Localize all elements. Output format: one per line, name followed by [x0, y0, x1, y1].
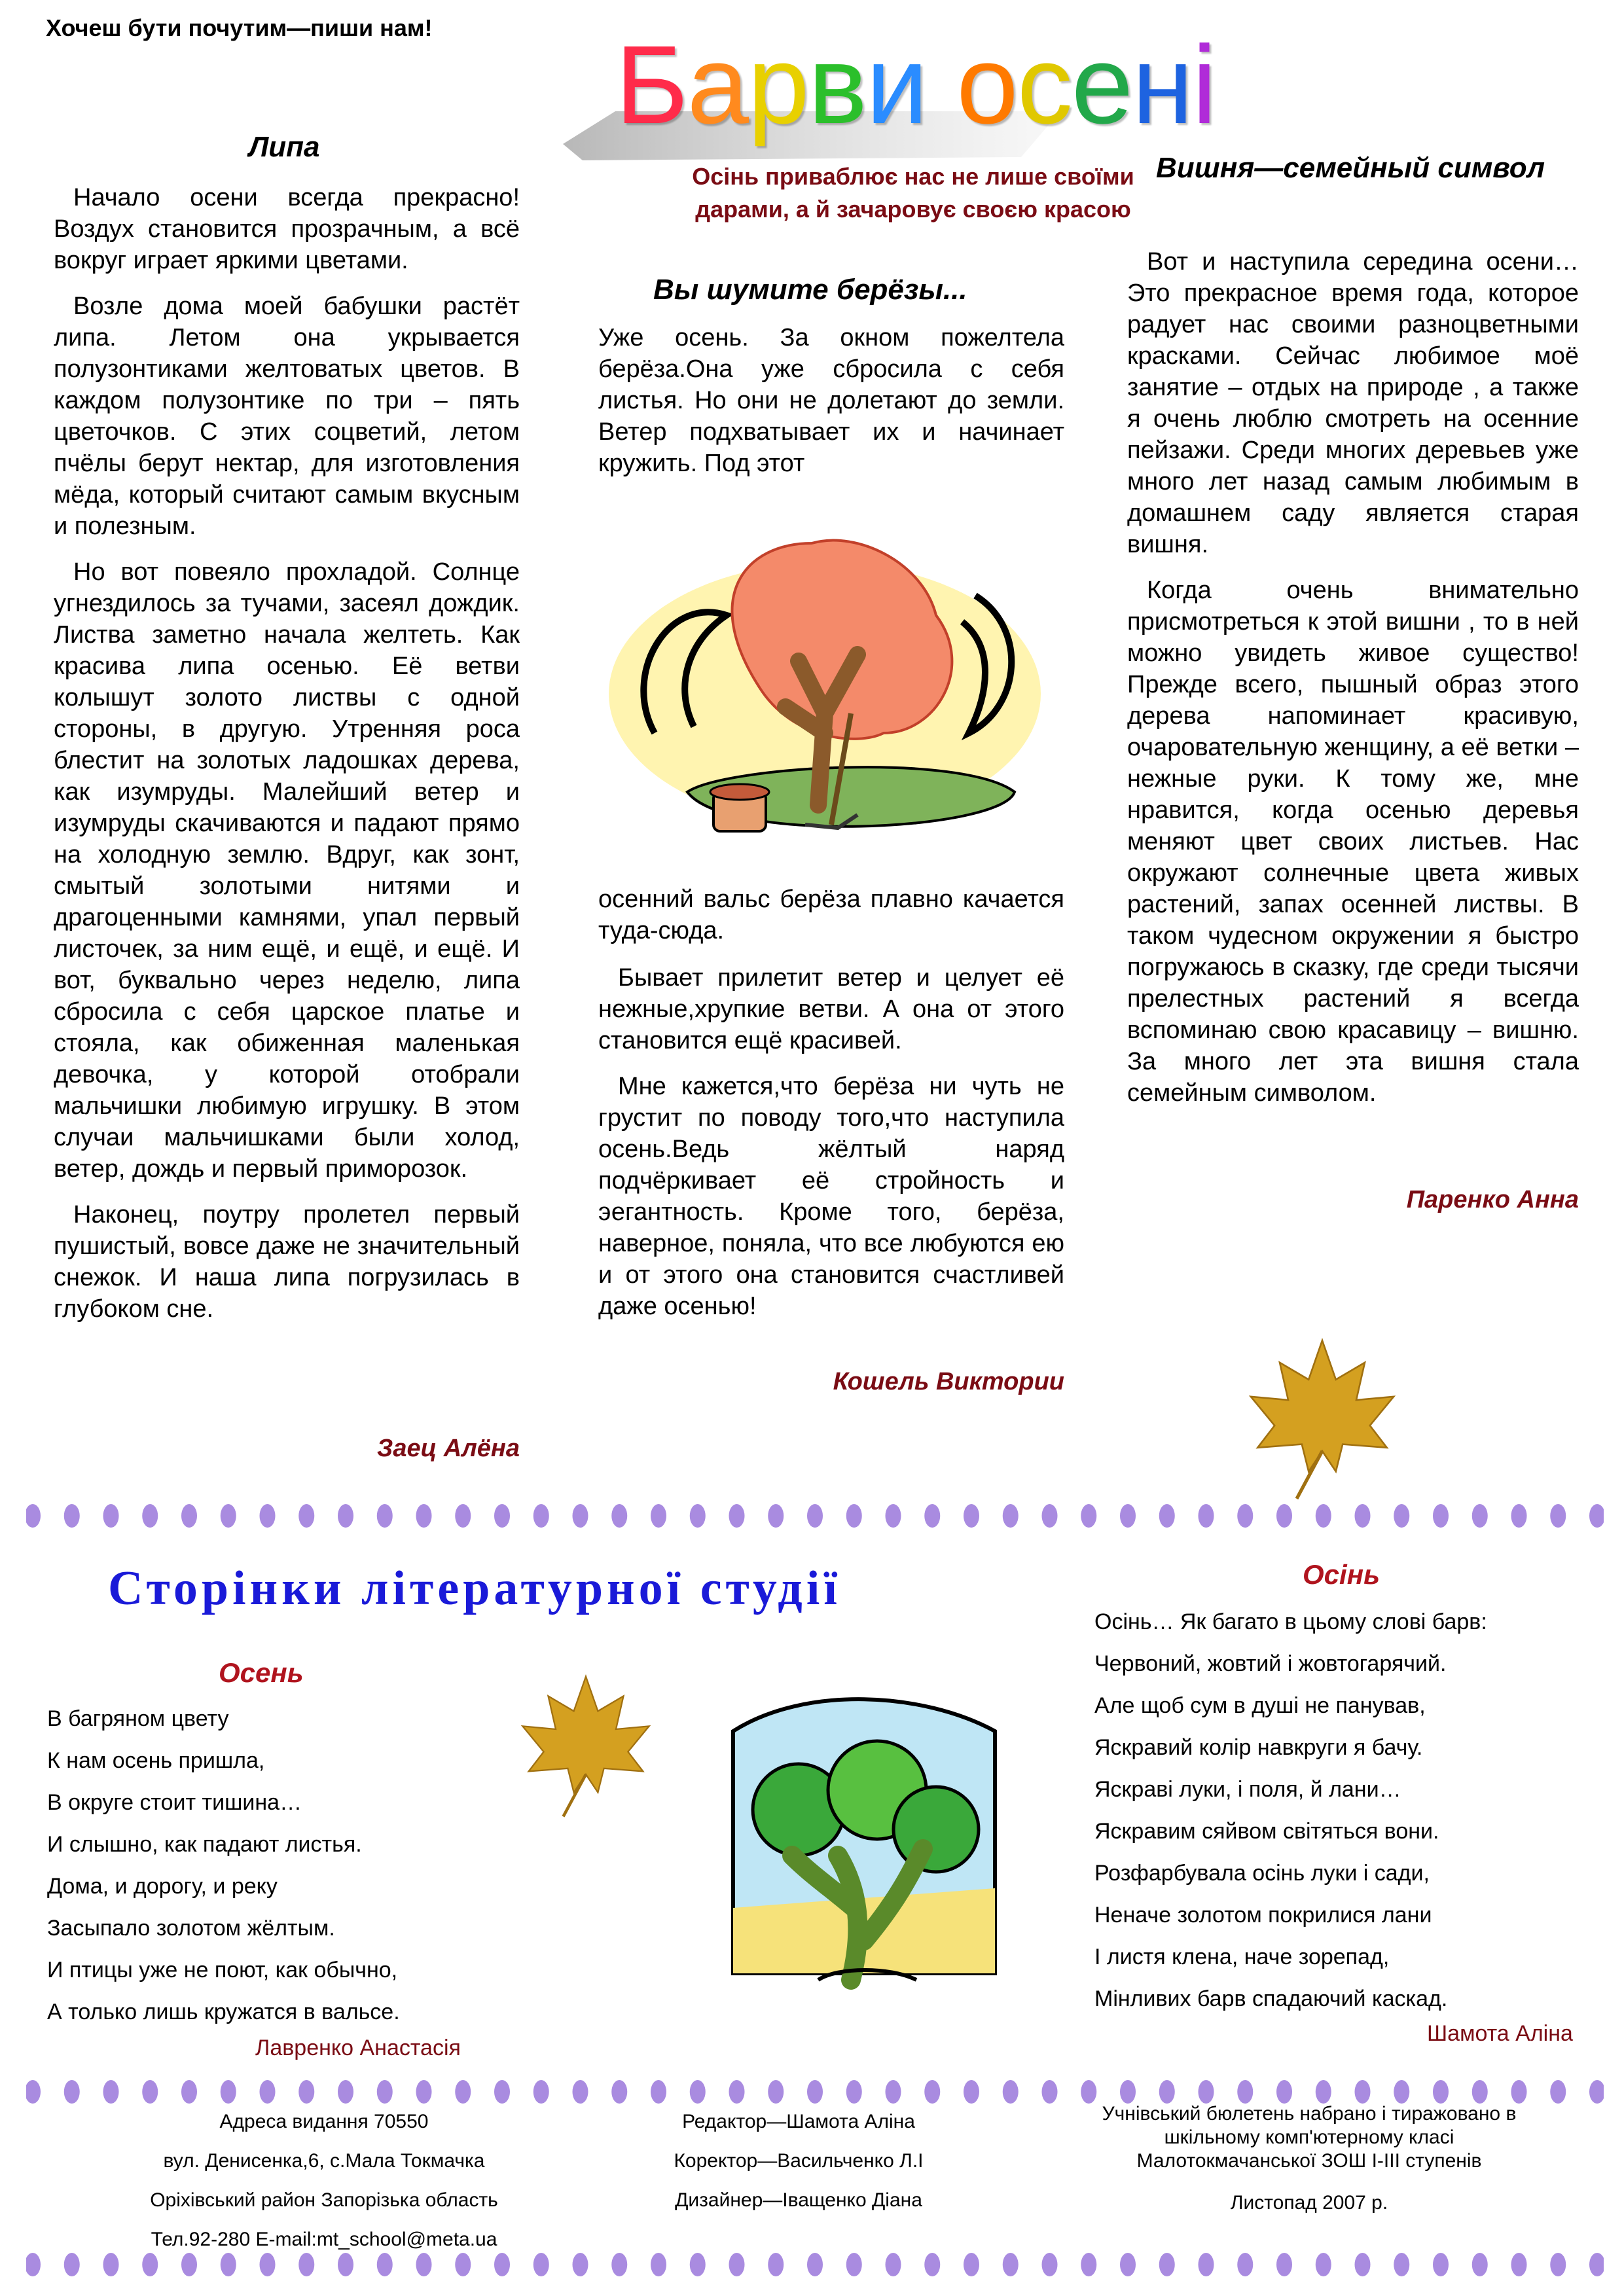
- separator-dot: [1081, 2253, 1096, 2276]
- separator-dot: [221, 2253, 236, 2276]
- separator-dot: [651, 2080, 666, 2104]
- berezy-author: Кошель Виктории: [833, 1368, 1064, 1395]
- separator-dot: [64, 2080, 80, 2104]
- separator-dot: [1276, 2080, 1292, 2104]
- footer-staff-line: Редактор—Шамота Аліна: [682, 2111, 915, 2132]
- separator-dot: [1081, 2080, 1096, 2104]
- separator-dot: [611, 1504, 627, 1528]
- separator-dot: [1394, 2253, 1409, 2276]
- separator-dot: [1589, 1504, 1604, 1528]
- separator-dot: [298, 1504, 314, 1528]
- berezy-paragraph: Мне кажется,что берёза ни чуть не грустит по поводу того,что наступила осень.Ведь жёлтый наряд подчёркивает её стройность и эегантность. Кроме того, берёза, наверное, поняла, что все любуются ею и от этого она становится счастливей даже осенью!: [598, 1073, 1064, 1320]
- slogan: Хочеш бути почутим—пиши нам!: [46, 14, 433, 41]
- separator-dot: [142, 2253, 158, 2276]
- separator-dot: [1355, 1504, 1371, 1528]
- footer-address-line: Оріхівський район Запорізька область: [150, 2189, 498, 2211]
- separator-dot: [768, 2253, 784, 2276]
- separator-dot: [64, 1504, 80, 1528]
- separator-dot: [221, 1504, 236, 1528]
- separator-dot: [1550, 2253, 1566, 2276]
- separator-dot: [1237, 2253, 1253, 2276]
- masthead-letter: и: [865, 23, 927, 147]
- poem-line: Але щоб сум в душі не панував,: [1094, 1693, 1426, 1718]
- vishnya-author: Паренко Анна: [1406, 1186, 1579, 1213]
- separator-dot: [573, 2253, 588, 2276]
- masthead-letter: а: [687, 23, 748, 147]
- separator-dot: [768, 2080, 784, 2104]
- separator-dot: [886, 2253, 901, 2276]
- separator-dot: [494, 1504, 510, 1528]
- separator-dot: [64, 2253, 80, 2276]
- separator-dot: [573, 1504, 588, 1528]
- separator-dot: [1276, 1504, 1292, 1528]
- poem-line: В округе стоит тишина…: [47, 1790, 302, 1815]
- separator-dot: [26, 2253, 41, 2276]
- separator-dot: [338, 1504, 353, 1528]
- poem-ua-title: Осінь: [1303, 1559, 1380, 1590]
- separator-dot: [1237, 2080, 1253, 2104]
- separator-dot: [1472, 1504, 1488, 1528]
- poem-line: И птицы уже не поют, как обычно,: [47, 1958, 398, 1982]
- footer-printing-line: Учнівський бюлетень набрано і тиражовано в: [1102, 2103, 1517, 2125]
- poem-line: В багряном цвету: [47, 1706, 229, 1731]
- separator-dot: [807, 2080, 823, 2104]
- separator-dot: [1433, 2253, 1449, 2276]
- separator-dot: [846, 2080, 862, 2104]
- separator-dot: [964, 2253, 979, 2276]
- separator-dot: [1159, 2253, 1175, 2276]
- berezy-paragraph: Бывает прилетит ветер и целует её нежные,хрупкие ветви. А она от этого становится ещё красивей.: [598, 964, 1064, 1054]
- separator-dot: [1394, 2080, 1409, 2104]
- lipa-body: [54, 182, 520, 1339]
- poem-line: И слышно, как падают листья.: [47, 1832, 362, 1857]
- separator-dot: [533, 1504, 549, 1528]
- separator-dot: [1511, 2253, 1527, 2276]
- masthead-letter: [927, 23, 956, 147]
- separator-dot: [1316, 2253, 1331, 2276]
- separator-dot: [1159, 2080, 1175, 2104]
- lipa-title: Липа: [249, 131, 320, 163]
- masthead-letter: Б: [615, 23, 687, 147]
- separator-dot: [260, 1504, 276, 1528]
- separator-dot: [377, 1504, 393, 1528]
- lipa-paragraph: Но вот повеяло прохладой. Солнце угнездилось за тучами, засеял дождик. Листва заметно начала желтеть. Как красива липа осенью. Её ветви колышут золото листвы с одной стороны, в другую. Утренняя роса блестит на золотых ладошках дерева, как изумруды. Малейший ветер и изумруды скачиваются и падают прямо на холодную землю. Вдруг, как зонт, смытый золотыми нитями и драгоценными камнями, упал первый листочек, за ним ещё, и ещё, и ещё. И вот, буквально через неделю, липа сбросила с себя царское платье и стояла, как обиженная маленькая девочка, у которой отобрали мальчишки любимую игрушку. В этом случаи мальчишками были холод, ветер, дождь и первый приморозок.: [54, 558, 520, 1183]
- footer-printing: [1041, 2102, 1578, 2215]
- separator-dot: [260, 2253, 276, 2276]
- poem-line: Осінь… Як багато в цьому слові барв:: [1094, 1609, 1487, 1634]
- separator-dot: [846, 1504, 862, 1528]
- separator-dot: [1003, 1504, 1019, 1528]
- separator-dot: [338, 2253, 353, 2276]
- poem-line: К нам осень пришла,: [47, 1748, 265, 1773]
- studio-title: Сторінки літературної студії: [108, 1562, 841, 1615]
- separator-dot: [1433, 1504, 1449, 1528]
- separator-dot: [181, 2253, 197, 2276]
- separator-dot: [181, 2080, 197, 2104]
- separator-dot: [690, 1504, 706, 1528]
- separator-dot: [338, 2080, 353, 2104]
- separator-dot: [1003, 2253, 1019, 2276]
- separator-dot: [1355, 2080, 1371, 2104]
- lipa-paragraph: Возле дома моей бабушки растёт липа. Летом она укрывается полузонтиками желтоватых цветов. В каждом полузонтике по три – пять цветочков. С этих соцветий, летом пчёлы берут нектар, для изготовления мёда, который считают самым вкусным и полезным.: [54, 293, 520, 540]
- separator-dot: [221, 2080, 236, 2104]
- separator-dot: [533, 2080, 549, 2104]
- separator-dot: [1316, 2080, 1331, 2104]
- separator-dot: [142, 1504, 158, 1528]
- separator-dot: [1199, 2253, 1214, 2276]
- separator-dot: [768, 1504, 784, 1528]
- berezy-intro: Уже осень. За окном пожелтела берёза.Она уже сбросила с себя листья. Но они не долетают до земли. Ветер подхватывает их и начинает кружить. Под этот: [598, 324, 1064, 477]
- dotted-separator-top: [26, 1503, 1604, 1529]
- separator-dot: [690, 2253, 706, 2276]
- separator-dot: [494, 2253, 510, 2276]
- separator-dot: [377, 2253, 393, 2276]
- separator-dot: [260, 2080, 276, 2104]
- separator-dot: [729, 1504, 745, 1528]
- separator-dot: [1003, 2080, 1019, 2104]
- separator-dot: [611, 2080, 627, 2104]
- poem-ua-author: Шамота Аліна: [1427, 2021, 1573, 2046]
- separator-dot: [924, 2080, 940, 2104]
- lipa-paragraph: Наконец, поутру пролетел первый пушистый, вовсе даже не значительный снежок. И наша липа погрузилась в глубоком сне.: [54, 1201, 520, 1323]
- separator-dot: [1042, 2253, 1058, 2276]
- separator-dot: [573, 2080, 588, 2104]
- separator-dot: [1042, 2080, 1058, 2104]
- separator-dot: [651, 2253, 666, 2276]
- footer-address-line: вул. Денисенка,6, с.Мала Токмачка: [163, 2150, 485, 2172]
- separator-dot: [298, 2253, 314, 2276]
- poem-line: І листя клена, наче зорепад,: [1094, 1945, 1390, 1969]
- footer-printing-line: Малотокмачанської ЗОШ І-ІІІ ступенів: [1136, 2150, 1482, 2172]
- separator-dot: [1472, 2253, 1488, 2276]
- separator-dot: [416, 1504, 432, 1528]
- footer-staff-line: Дизайнер—Іващенко Діана: [675, 2189, 922, 2211]
- separator-dot: [1511, 2080, 1527, 2104]
- vishnya-body: [1127, 246, 1579, 1123]
- separator-dot: [455, 1504, 471, 1528]
- masthead-letter: в: [808, 23, 866, 147]
- footer-date: Листопад 2007 р.: [1230, 2192, 1388, 2214]
- separator-dot: [416, 2253, 432, 2276]
- separator-dot: [611, 2253, 627, 2276]
- green-trees-icon: [707, 1692, 1021, 2022]
- poem-ru-title: Осень: [219, 1657, 304, 1688]
- masthead-letter: е: [1071, 23, 1132, 147]
- footer-address: [98, 2102, 550, 2259]
- lipa-paragraph: Начало осени всегда прекрасно! Воздух становится прозрачным, а всё вокруг играет яркими цветами.: [54, 184, 520, 274]
- separator-dot: [924, 2253, 940, 2276]
- poem-line: Яскраві луки, і поля, й лани…: [1094, 1777, 1401, 1802]
- separator-dot: [886, 2080, 901, 2104]
- separator-dot: [455, 2080, 471, 2104]
- separator-dot: [1316, 1504, 1331, 1528]
- separator-dot: [103, 1504, 119, 1528]
- separator-dot: [1276, 2253, 1292, 2276]
- separator-dot: [377, 2080, 393, 2104]
- separator-dot: [103, 2253, 119, 2276]
- masthead-title: [615, 20, 1216, 151]
- separator-dot: [298, 2080, 314, 2104]
- poem-line: Неначе золотом покрилися лани: [1094, 1903, 1432, 1928]
- poem-line: Розфарбувала осінь луки і сади,: [1094, 1861, 1430, 1886]
- separator-dot: [455, 2253, 471, 2276]
- dotted-separator-middle: [26, 2079, 1604, 2105]
- separator-dot: [924, 1504, 940, 1528]
- separator-dot: [729, 2080, 745, 2104]
- separator-dot: [1042, 1504, 1058, 1528]
- separator-dot: [1199, 2080, 1214, 2104]
- poem-line: Засыпало золотом жёлтым.: [47, 1916, 335, 1941]
- separator-dot: [1589, 2253, 1604, 2276]
- poem-line: Червоний, жовтий і жовтогарячий.: [1094, 1651, 1447, 1676]
- separator-dot: [846, 2253, 862, 2276]
- separator-dot: [729, 2253, 745, 2276]
- lipa-author: Заец Алёна: [376, 1435, 520, 1462]
- separator-dot: [1589, 2080, 1604, 2104]
- separator-dot: [1120, 2080, 1136, 2104]
- footer-address-line: Адреса видання 70550: [219, 2111, 429, 2132]
- masthead-letter: с: [1017, 23, 1072, 147]
- masthead-letter: о: [956, 23, 1017, 147]
- masthead-subtitle: Осінь приваблює нас не лише своїми дарами, а й зачаровує своєю красою: [692, 163, 1134, 223]
- poem-line: Дома, и дорогу, и реку: [47, 1874, 278, 1899]
- poem-ru-author: Лавренко Анастасія: [255, 2036, 461, 2060]
- separator-dot: [1433, 2080, 1449, 2104]
- dotted-separator-bottom: [26, 2251, 1604, 2278]
- vishnya-title: Вишня—семейный символ: [1156, 152, 1545, 184]
- separator-dot: [1511, 1504, 1527, 1528]
- poem-ru: [47, 1698, 400, 2033]
- vishnya-paragraph: Вот и наступила середина осени…Это прекрасное время года, которое радует нас своими разноцветными красками. Сейчас любимое моё занятие – отдых на природе , а также я очень люблю смотреть на осенние пейзажи. Среди многих деревьев уже много лет назад самым любимым в домашнем саду является старая вишня.: [1127, 248, 1579, 558]
- separator-dot: [964, 2080, 979, 2104]
- separator-dot: [533, 2253, 549, 2276]
- separator-dot: [690, 2080, 706, 2104]
- berezy-title: Вы шумите берёзы...: [653, 274, 967, 306]
- poem-ua: [1094, 1601, 1487, 2020]
- poem-line: Яскравим сяйвом світяться вони.: [1094, 1819, 1439, 1844]
- poem-line: А только лишь кружатся в вальсе.: [47, 2000, 400, 2024]
- separator-dot: [26, 1504, 41, 1528]
- masthead-letter: р: [748, 23, 808, 147]
- separator-dot: [181, 1504, 197, 1528]
- poem-line: Мінливих барв спадаючий каскад.: [1094, 1986, 1448, 2011]
- poem-line: Яскравий колір навкруги я бачу.: [1094, 1735, 1423, 1760]
- separator-dot: [886, 1504, 901, 1528]
- maple-leaf-icon: [511, 1662, 661, 1829]
- separator-dot: [807, 2253, 823, 2276]
- separator-dot: [416, 2080, 432, 2104]
- masthead: [563, 20, 1335, 164]
- berezy-intro-cont: осенний вальс берёза плавно качается туда-сюда.: [598, 886, 1064, 944]
- vishnya-paragraph: Когда очень внимательно присмотреться к этой вишни , то в ней можно увидеть живое существо! Прежде всего, пышный образ этого дерева напоминает красивую, очаровательную женщину, а её ветки – нежные руки. К тому же, мне нравится, когда осенью деревья меняют цвет своих листьев. Нас окружают солнечные цвета живых растений, запах осенней листвы. В таком чудесном окружении я быстро погружаюсь в сказку, где среди тысячи прелестных растений я всегда вспоминаю свою красавицу – вишню. За много лет эта вишня стала семейным символом.: [1127, 577, 1579, 1107]
- separator-dot: [1081, 1504, 1096, 1528]
- separator-dot: [1355, 2253, 1371, 2276]
- separator-dot: [26, 2080, 41, 2104]
- separator-dot: [1199, 1504, 1214, 1528]
- separator-dot: [494, 2080, 510, 2104]
- separator-dot: [1120, 1504, 1136, 1528]
- footer-staff: [628, 2102, 969, 2220]
- separator-dot: [651, 1504, 666, 1528]
- separator-dot: [1394, 1504, 1409, 1528]
- separator-dot: [103, 2080, 119, 2104]
- masthead-letter: і: [1192, 23, 1216, 147]
- footer-staff-line: Коректор—Васильченко Л.І: [674, 2150, 924, 2172]
- maple-leaf-icon: [1237, 1329, 1407, 1509]
- footer-address-line: Тел.92-280 E-mail:mt_school@meta.ua: [151, 2229, 497, 2250]
- separator-dot: [142, 2080, 158, 2104]
- separator-dot: [1159, 1504, 1175, 1528]
- separator-dot: [1550, 2080, 1566, 2104]
- separator-dot: [1120, 2253, 1136, 2276]
- separator-dot: [1550, 1504, 1566, 1528]
- autumn-tree-rake-icon: [596, 517, 1054, 870]
- separator-dot: [807, 1504, 823, 1528]
- footer-printing-line: шкільному комп'ютерному класі: [1164, 2126, 1454, 2148]
- masthead-letter: н: [1132, 23, 1193, 147]
- separator-dot: [1472, 2080, 1488, 2104]
- separator-dot: [964, 1504, 979, 1528]
- berezy-body: [598, 962, 1064, 1336]
- separator-dot: [1237, 1504, 1253, 1528]
